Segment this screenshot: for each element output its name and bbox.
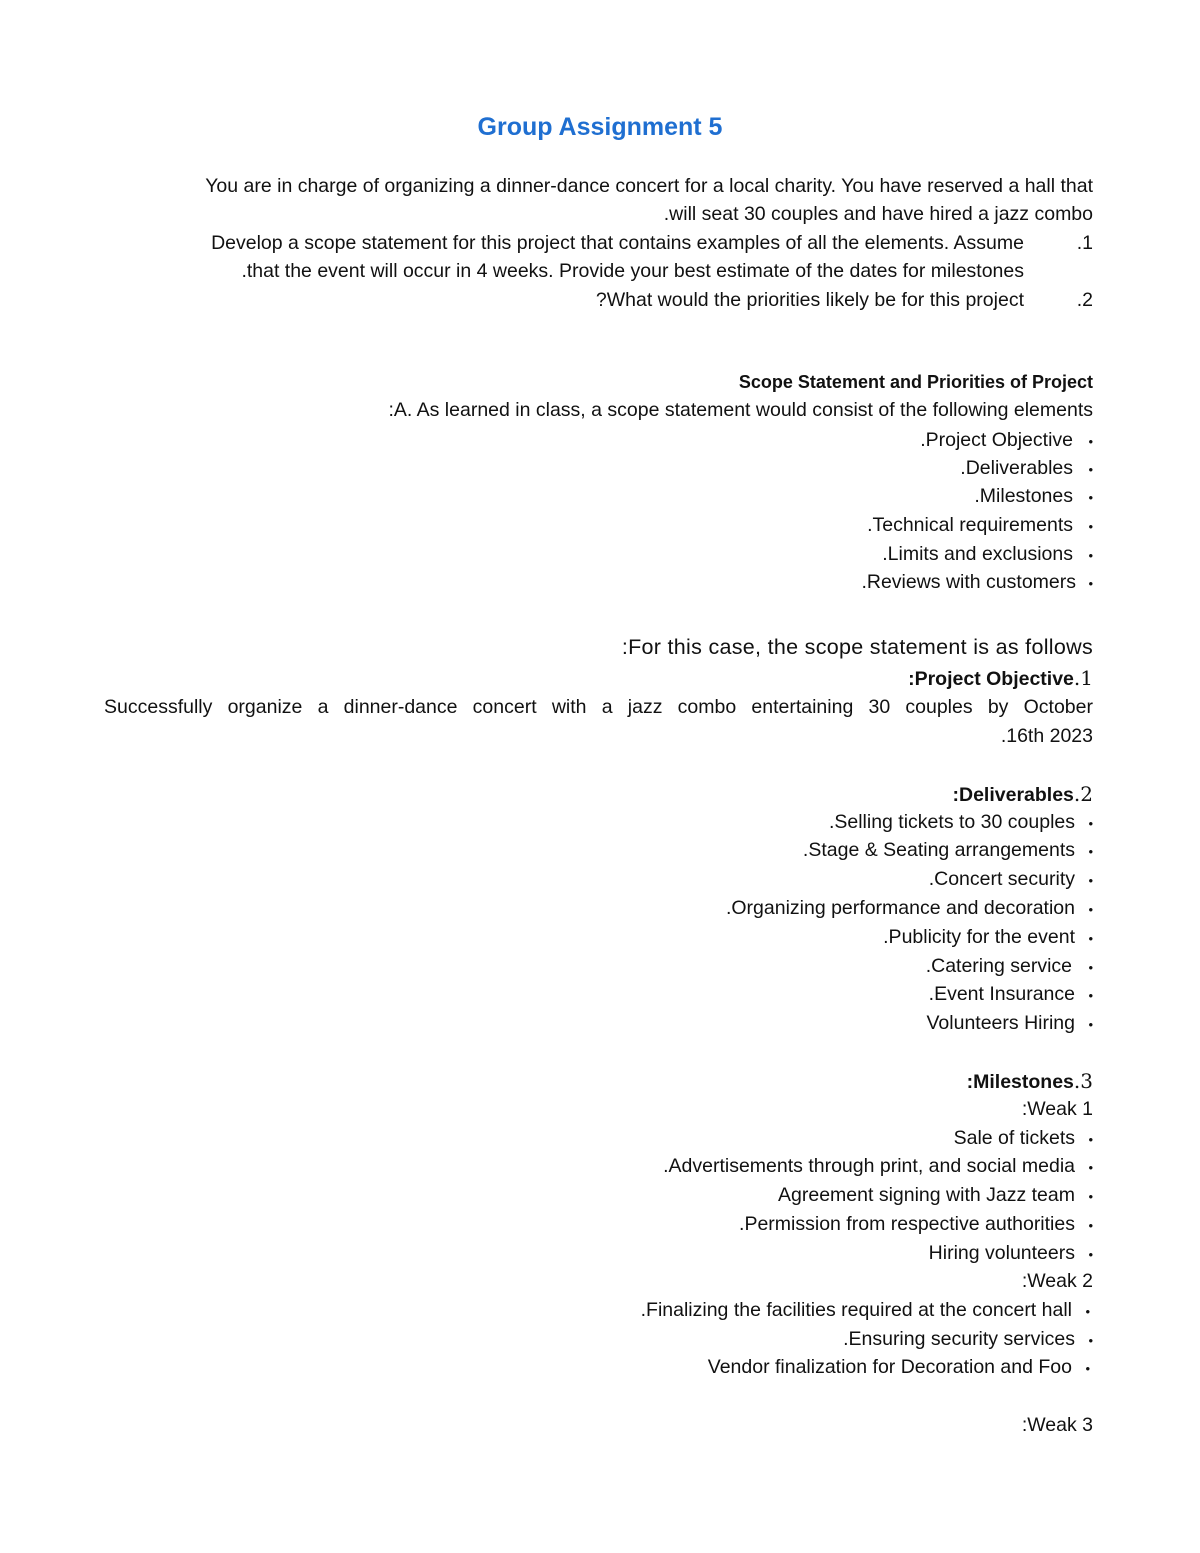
bullet-icon: •	[1088, 1247, 1093, 1262]
list-item: .Project Objective	[920, 429, 1073, 451]
objective-number: .1	[1073, 666, 1093, 690]
bullet-icon: •	[1088, 490, 1093, 505]
list-item: Vendor finalization for Decoration and Foo	[707, 1356, 1072, 1378]
list-item: .Technical requirements	[867, 514, 1073, 536]
list-item: .Organizing performance and decoration	[725, 897, 1075, 919]
bullet-icon: •	[1088, 988, 1093, 1003]
question-1-line-1: Develop a scope statement for this project that contains examples of all the elements. Assume	[211, 232, 1024, 254]
list-item: .Publicity for the event	[883, 926, 1075, 948]
list-item: .Stage & Seating arrangements	[802, 839, 1075, 861]
bullet-icon: •	[1085, 1304, 1090, 1319]
list-item: .Finalizing the facilities required at the concert hall	[640, 1299, 1072, 1321]
bullet-icon: •	[1088, 1132, 1093, 1147]
list-item: .Deliverables	[960, 457, 1073, 479]
week-2-label: :Weak 2	[1021, 1270, 1093, 1292]
bullet-icon: •	[1088, 902, 1093, 917]
bullet-icon: •	[1088, 1333, 1093, 1348]
bullet-icon: •	[1088, 1189, 1093, 1204]
page-title: Group Assignment 5	[477, 113, 723, 141]
deliverables-number: .2	[1073, 782, 1093, 806]
bullet-icon: •	[1088, 931, 1093, 946]
bullet-icon: •	[1088, 576, 1093, 591]
section-intro: :A. As learned in class, a scope statement would consist of the following elements	[388, 399, 1093, 421]
list-item: .Catering service	[925, 955, 1072, 977]
question-2-text: ?What would the priorities likely be for this project	[595, 289, 1024, 311]
deliverables-heading	[953, 784, 1094, 806]
objective-line-1: Successfully organize a dinner-dance concert with a jazz combo entertaining 30 couples by October	[104, 696, 1093, 718]
section-heading: Scope Statement and Priorities of Project	[738, 372, 1093, 392]
bullet-icon: •	[1088, 816, 1093, 831]
bullet-icon: •	[1088, 434, 1093, 449]
milestones-number: .3	[1073, 1069, 1093, 1093]
list-item: .Ensuring security services	[843, 1328, 1075, 1350]
list-item: .Reviews with customers	[861, 571, 1076, 593]
list-item: Sale of tickets	[953, 1127, 1075, 1149]
objective-heading	[908, 668, 1093, 690]
bullet-icon: •	[1088, 1160, 1093, 1175]
intro-line-2: .will seat 30 couples and have hired a jazz combo	[663, 203, 1093, 225]
case-heading: :For this case, the scope statement is as follows	[621, 635, 1093, 659]
week-1-label: :Weak 1	[1021, 1098, 1093, 1120]
question-2-number: .2	[1076, 289, 1093, 311]
list-item: .Permission from respective authorities	[739, 1213, 1075, 1235]
objective-line-2: .16th 2023	[1000, 725, 1093, 747]
bullet-icon: •	[1088, 960, 1093, 975]
bullet-icon: •	[1088, 1218, 1093, 1233]
week-3-label: :Weak 3	[1021, 1414, 1093, 1436]
deliverables-label: :Deliverables	[952, 784, 1074, 806]
list-item: .Advertisements through print, and social media	[663, 1155, 1075, 1177]
list-item: .Event Insurance	[928, 983, 1075, 1005]
milestones-heading	[967, 1071, 1093, 1093]
bullet-icon: •	[1088, 1017, 1093, 1032]
list-item: .Milestones	[974, 485, 1073, 507]
list-item: .Concert security	[928, 868, 1075, 890]
bullet-icon: •	[1088, 873, 1093, 888]
list-item: Hiring volunteers	[928, 1242, 1075, 1264]
list-item: .Selling tickets to 30 couples	[828, 811, 1075, 833]
question-1-line-2: .that the event will occur in 4 weeks. Provide your best estimate of the dates for milestones	[241, 260, 1024, 282]
question-1-number: .1	[1076, 232, 1093, 254]
bullet-icon: •	[1085, 1361, 1090, 1376]
bullet-icon: •	[1088, 462, 1093, 477]
bullet-icon: •	[1088, 548, 1093, 563]
intro-line-1: You are in charge of organizing a dinner-dance concert for a local charity. You have reserved a hall that	[205, 175, 1093, 197]
bullet-icon: •	[1088, 519, 1093, 534]
bullet-icon: •	[1088, 844, 1093, 859]
milestones-label: :Milestones	[966, 1071, 1074, 1093]
list-item: Agreement signing with Jazz team	[778, 1184, 1075, 1206]
objective-label: :Project Objective	[908, 668, 1074, 690]
list-item: .Limits and exclusions	[882, 543, 1073, 565]
list-item: Volunteers Hiring	[926, 1012, 1075, 1034]
